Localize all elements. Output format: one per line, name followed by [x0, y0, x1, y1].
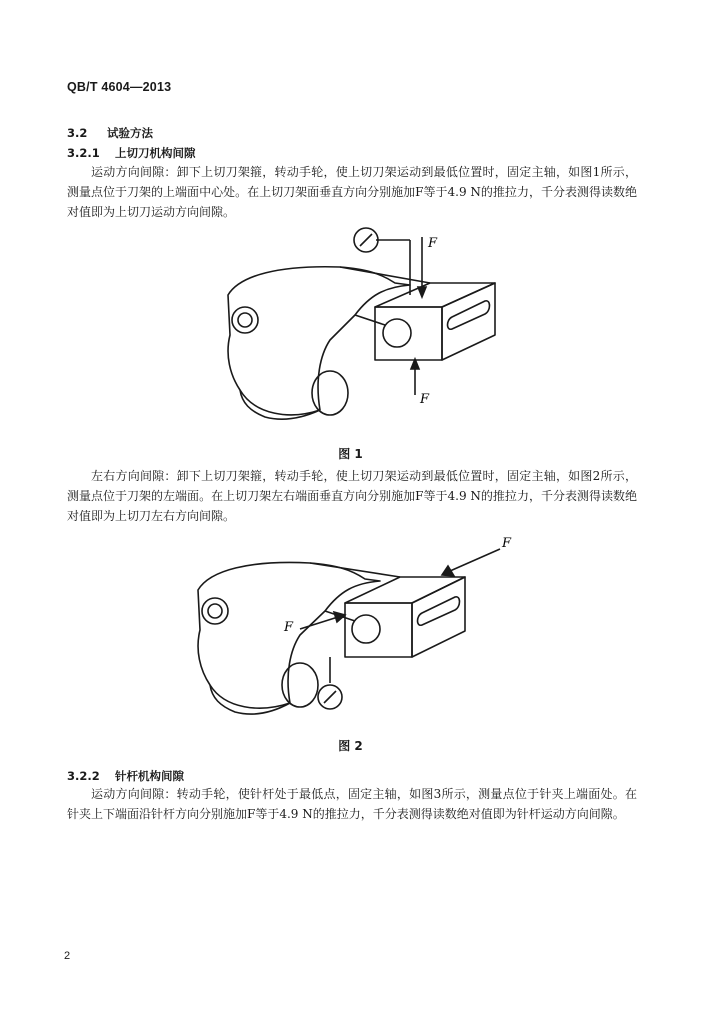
force-label: F — [428, 236, 438, 251]
section-title: 试验方法 — [107, 126, 153, 140]
block-hole — [352, 615, 380, 643]
paragraph-text: 运动方向间隙：转动手轮，使针杆处于最低点，固定主轴，如图3所示，测量点位于针夹上端面处。在针夹上下端面沿针杆方向分别施加F等于4.9 N的推拉力，千分表测得读数绝对值即为针杆运动方向间隙。 — [67, 787, 637, 821]
section-number: 3.2 — [67, 126, 88, 140]
block-hole — [383, 319, 411, 347]
block-slot — [418, 597, 460, 625]
block-front-face — [345, 603, 412, 657]
block-top-face — [345, 577, 465, 603]
figure-2-drawing — [180, 535, 520, 730]
force-label: F — [420, 392, 430, 407]
section-title: 上切刀机构间隙 — [115, 146, 196, 160]
arm-inner-edge — [355, 315, 385, 325]
dial-indicator-icon — [318, 657, 342, 709]
figure-1-drawing — [180, 225, 520, 435]
pivot-hole — [232, 307, 258, 333]
pivot-hole-inner — [208, 604, 222, 618]
force-arrows — [411, 237, 426, 395]
page-number: 2 — [64, 950, 71, 962]
figure-1-caption: 图 1 — [338, 447, 363, 461]
dial-indicator-icon — [354, 228, 410, 295]
force-label: F — [284, 620, 294, 635]
lever-body — [228, 267, 410, 415]
standard-number: QB/T 4604—2013 — [67, 80, 172, 94]
lever-edge — [210, 685, 290, 714]
block-top-face — [375, 283, 495, 307]
force-arrows — [300, 549, 500, 629]
section-number: 3.2.1 — [67, 146, 100, 160]
paragraph-lateral-clearance — [67, 466, 637, 526]
figure-2-caption: 图 2 — [338, 739, 363, 753]
section-title: 针杆机构间隙 — [115, 769, 184, 783]
figure-2 — [180, 535, 520, 730]
paragraph-text: 左右方向间隙：卸下上切刀架箍，转动手轮，使上切刀架运动到最低位置时，固定主轴，如图2所示，测量点位于刀架的左端面。在上切刀架左右端面垂直方向分别施加F等于4.9 N的推拉力，千分表测得读数绝对值即为上切刀左右方向间隙。 — [67, 469, 637, 523]
block-slot — [448, 301, 490, 329]
section-heading-3-2-2 — [67, 768, 184, 784]
arm-top-edge — [310, 563, 400, 577]
section-heading-3-2-1 — [67, 145, 196, 161]
section-number: 3.2.2 — [67, 769, 100, 783]
block-front-face — [375, 307, 442, 360]
pivot-hole-inner — [238, 313, 252, 327]
paragraph-vertical-clearance — [67, 162, 637, 222]
figure-1 — [180, 225, 520, 435]
paragraph-needle-clearance — [67, 784, 637, 824]
force-label: F — [502, 536, 512, 551]
paragraph-text: 运动方向间隙：卸下上切刀架箍，转动手轮，使上切刀架运动到最低位置时，固定主轴，如图1所示，测量点位于刀架的上端面中心处。在上切刀架面垂直方向分别施加F等于4.9 N的推拉力，千分表测得读数绝对值即为上切刀运动方向间隙。 — [67, 165, 637, 219]
section-heading-3-2 — [67, 125, 153, 141]
pivot-hole — [202, 598, 228, 624]
arm-top-edge — [340, 267, 430, 283]
